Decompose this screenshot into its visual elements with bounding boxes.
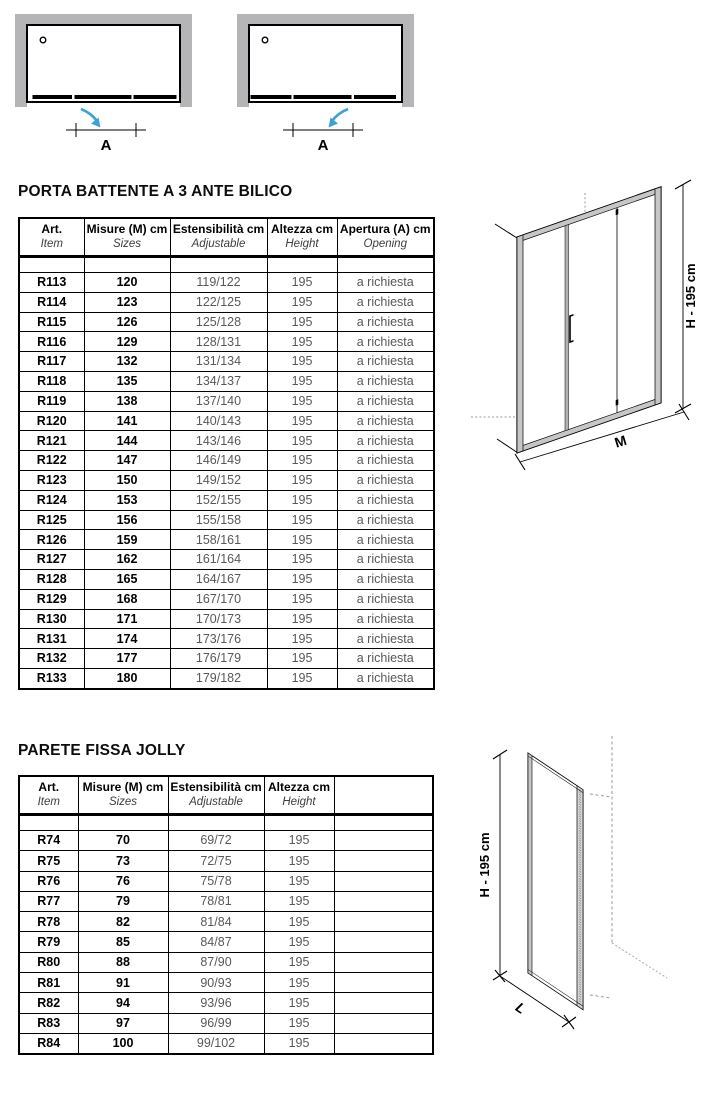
- table-cell: R118: [19, 371, 84, 391]
- table-cell: a richiesta: [337, 273, 434, 293]
- table-cell: 164/167: [170, 569, 267, 589]
- table-cell: R74: [19, 831, 78, 851]
- table-cell: 84/87: [168, 932, 264, 952]
- table-cell: a richiesta: [337, 451, 434, 471]
- table-row: [19, 352, 434, 372]
- table-row: [19, 470, 434, 490]
- table-row: [19, 871, 433, 891]
- panel-divider: [565, 225, 569, 431]
- table-cell: 70: [78, 831, 168, 851]
- table-cell: 195: [267, 589, 337, 609]
- table-cell: 82: [78, 912, 168, 932]
- door-track: [33, 95, 177, 99]
- table-cell: 195: [267, 431, 337, 451]
- table-cell: 195: [267, 352, 337, 372]
- table-row: [19, 530, 434, 550]
- table-cell: 76: [78, 871, 168, 891]
- table-cell: 195: [264, 851, 334, 871]
- dimension-line: [283, 123, 363, 137]
- table-cell: R115: [19, 312, 84, 332]
- table-header-row: [19, 776, 433, 815]
- table-cell: 195: [264, 932, 334, 952]
- table-cell: R125: [19, 510, 84, 530]
- table-cell: a richiesta: [337, 352, 434, 372]
- table-cell: 90/93: [168, 973, 264, 993]
- door-frame: [517, 187, 661, 453]
- col-header-art: Art. Item: [19, 776, 78, 815]
- width-dimension-label: L: [512, 998, 529, 1017]
- table-cell: 179/182: [170, 668, 267, 688]
- table-cell: [334, 891, 433, 911]
- table-cell: a richiesta: [337, 411, 434, 431]
- door-track: [251, 95, 397, 99]
- col-header-altezza: Altezza cm Height: [267, 218, 337, 257]
- table-cell: 141: [84, 411, 170, 431]
- table-cell: 195: [267, 629, 337, 649]
- table-cell: 125/128: [170, 312, 267, 332]
- table-cell: 177: [84, 649, 170, 669]
- dimension-line: [66, 123, 146, 137]
- table-row: [19, 932, 433, 952]
- table-cell: 174: [84, 629, 170, 649]
- table-row: [19, 371, 434, 391]
- col-header-estensibilita: Estensibilità cm Adjustable: [170, 218, 267, 257]
- col-header-estensibilita: Estensibilità cm Adjustable: [168, 776, 264, 815]
- table-cell: R116: [19, 332, 84, 352]
- table-cell: 72/75: [168, 851, 264, 871]
- table-row: [19, 831, 433, 851]
- table-cell: R126: [19, 530, 84, 550]
- col-header-misure: Misure (M) cm Sizes: [84, 218, 170, 257]
- table-cell: 195: [267, 391, 337, 411]
- table-row: [19, 1013, 433, 1033]
- table-cell: R76: [19, 871, 78, 891]
- table-cell: 87/90: [168, 952, 264, 972]
- table-cell: 195: [267, 312, 337, 332]
- table-row: [19, 569, 434, 589]
- opening-arrow-icon: [329, 109, 349, 128]
- fixed-panel: [528, 753, 583, 1010]
- table-cell: R121: [19, 431, 84, 451]
- wall-cue-lines: [495, 224, 518, 453]
- spacer-row: [19, 257, 434, 273]
- table-row: [19, 851, 433, 871]
- table-cell: [334, 871, 433, 891]
- table-cell: 195: [267, 273, 337, 293]
- table-header-row: [19, 218, 434, 257]
- table-cell: [334, 851, 433, 871]
- table-cell: 149/152: [170, 470, 267, 490]
- table-cell: 195: [267, 550, 337, 570]
- table-cell: 195: [267, 490, 337, 510]
- table-cell: 150: [84, 470, 170, 490]
- opening-dimension-label: A: [317, 137, 329, 154]
- table-cell: 97: [78, 1013, 168, 1033]
- table-cell: 195: [264, 891, 334, 911]
- table-cell: 195: [264, 973, 334, 993]
- table-row: [19, 490, 434, 510]
- table-row: [19, 649, 434, 669]
- table-cell: 146/149: [170, 451, 267, 471]
- table-cell: 79: [78, 891, 168, 911]
- table-cell: R119: [19, 391, 84, 411]
- opening-arrow-icon: [81, 109, 101, 128]
- table-row: [19, 891, 433, 911]
- table-cell: a richiesta: [337, 292, 434, 312]
- table-cell: 138: [84, 391, 170, 411]
- table-row: [19, 952, 433, 972]
- table-cell: a richiesta: [337, 332, 434, 352]
- table-cell: [334, 952, 433, 972]
- table-cell: 85: [78, 932, 168, 952]
- col-header-art: Art. Item: [19, 218, 84, 257]
- table-row: [19, 510, 434, 530]
- table-cell: R79: [19, 932, 78, 952]
- col-header-apertura: Apertura (A) cm Opening: [337, 218, 434, 257]
- table-cell: 195: [267, 609, 337, 629]
- table-cell: 96/99: [168, 1013, 264, 1033]
- table-cell: a richiesta: [337, 391, 434, 411]
- table-cell: 129: [84, 332, 170, 352]
- table-cell: R81: [19, 973, 78, 993]
- table-cell: R78: [19, 912, 78, 932]
- table-cell: R113: [19, 273, 84, 293]
- table-cell: 119/122: [170, 273, 267, 293]
- table-cell: a richiesta: [337, 668, 434, 688]
- table-cell: 195: [267, 411, 337, 431]
- table-cell: R122: [19, 451, 84, 471]
- table-cell: R123: [19, 470, 84, 490]
- table-row: [19, 312, 434, 332]
- table-cell: 195: [267, 510, 337, 530]
- table-cell: a richiesta: [337, 609, 434, 629]
- table-row: [19, 1033, 433, 1054]
- plan-diagram-right: [236, 6, 431, 156]
- table-cell: 69/72: [168, 831, 264, 851]
- table-cell: a richiesta: [337, 629, 434, 649]
- table-row: [19, 292, 434, 312]
- table-cell: [334, 932, 433, 952]
- enclosure-outline: [249, 25, 402, 102]
- table-cell: 81/84: [168, 912, 264, 932]
- table-cell: R130: [19, 609, 84, 629]
- table-cell: 135: [84, 371, 170, 391]
- height-dimension-label: H - 195 cm: [683, 263, 698, 329]
- table-cell: 93/96: [168, 993, 264, 1013]
- table-cell: 73: [78, 851, 168, 871]
- table-cell: R114: [19, 292, 84, 312]
- table-cell: 195: [264, 952, 334, 972]
- table-row: [19, 912, 433, 932]
- table-cell: [334, 1033, 433, 1054]
- table-cell: R75: [19, 851, 78, 871]
- table-cell: R80: [19, 952, 78, 972]
- table-cell: R131: [19, 629, 84, 649]
- table-cell: [334, 973, 433, 993]
- height-dimension-label: H - 195 cm: [477, 832, 492, 898]
- col-header-misure: Misure (M) cm Sizes: [78, 776, 168, 815]
- col-header-altezza: Altezza cm Height: [264, 776, 334, 815]
- table-cell: 78/81: [168, 891, 264, 911]
- table-cell: 195: [267, 371, 337, 391]
- table-cell: R129: [19, 589, 84, 609]
- table-cell: 173/176: [170, 629, 267, 649]
- table-cell: 161/164: [170, 550, 267, 570]
- pivot-knob-icon: [262, 37, 268, 43]
- table-cell: 126: [84, 312, 170, 332]
- table-cell: [334, 1013, 433, 1033]
- table-cell: 195: [267, 649, 337, 669]
- table-cell: 195: [264, 993, 334, 1013]
- table-cell: R117: [19, 352, 84, 372]
- table-cell: 195: [267, 530, 337, 550]
- table-cell: 176/179: [170, 649, 267, 669]
- table-cell: R120: [19, 411, 84, 431]
- table-cell: 180: [84, 668, 170, 688]
- table-cell: 195: [267, 470, 337, 490]
- table-cell: [334, 912, 433, 932]
- table-cell: 195: [264, 831, 334, 851]
- table-cell: a richiesta: [337, 431, 434, 451]
- table-cell: 168: [84, 589, 170, 609]
- table-cell: R77: [19, 891, 78, 911]
- table-row: [19, 451, 434, 471]
- door-3d-diagram: [470, 160, 715, 490]
- table-cell: 88: [78, 952, 168, 972]
- table-row: [19, 550, 434, 570]
- opening-dimension-label: A: [100, 137, 112, 154]
- table-cell: a richiesta: [337, 550, 434, 570]
- table-cell: 120: [84, 273, 170, 293]
- table-cell: 128/131: [170, 332, 267, 352]
- table-cell: 195: [264, 871, 334, 891]
- table-cell: a richiesta: [337, 470, 434, 490]
- table-cell: a richiesta: [337, 490, 434, 510]
- table-cell: R83: [19, 1013, 78, 1033]
- table-row: [19, 993, 433, 1013]
- parete-fissa-table: [18, 775, 434, 1055]
- table-cell: 91: [78, 973, 168, 993]
- table-cell: 159: [84, 530, 170, 550]
- table-cell: 131/134: [170, 352, 267, 372]
- table-cell: 147: [84, 451, 170, 471]
- table-cell: a richiesta: [337, 510, 434, 530]
- table-cell: 195: [267, 668, 337, 688]
- table-cell: 195: [267, 451, 337, 471]
- table-cell: 195: [267, 292, 337, 312]
- table-cell: [334, 993, 433, 1013]
- table-cell: 100: [78, 1033, 168, 1054]
- section2-title: PARETE FISSA JOLLY: [18, 742, 186, 759]
- table-cell: 165: [84, 569, 170, 589]
- panel-3d-diagram: [460, 730, 715, 1065]
- width-dimension-label: M: [612, 431, 629, 451]
- table-cell: R82: [19, 993, 78, 1013]
- table-cell: 158/161: [170, 530, 267, 550]
- table-cell: 156: [84, 510, 170, 530]
- table-cell: 122/125: [170, 292, 267, 312]
- table-cell: [334, 831, 433, 851]
- table-cell: a richiesta: [337, 530, 434, 550]
- table-cell: 170/173: [170, 609, 267, 629]
- table-row: [19, 668, 434, 688]
- table-cell: a richiesta: [337, 589, 434, 609]
- table-cell: a richiesta: [337, 371, 434, 391]
- enclosure-outline: [27, 25, 180, 102]
- table-cell: 123: [84, 292, 170, 312]
- table-cell: 195: [264, 912, 334, 932]
- table-cell: a richiesta: [337, 649, 434, 669]
- table-cell: 195: [264, 1013, 334, 1033]
- table-cell: 167/170: [170, 589, 267, 609]
- plan-diagram-left: [14, 6, 209, 156]
- table-cell: 144: [84, 431, 170, 451]
- table-row: [19, 589, 434, 609]
- table-cell: a richiesta: [337, 569, 434, 589]
- table-cell: 94: [78, 993, 168, 1013]
- table-cell: 152/155: [170, 490, 267, 510]
- pivot-knob-icon: [40, 37, 46, 43]
- table-cell: 137/140: [170, 391, 267, 411]
- table-row: [19, 273, 434, 293]
- porta-battente-table: [18, 217, 435, 690]
- table-cell: R132: [19, 649, 84, 669]
- section1-title: PORTA BATTENTE A 3 ANTE BILICO: [18, 183, 293, 200]
- table-cell: 143/146: [170, 431, 267, 451]
- table-cell: 75/78: [168, 871, 264, 891]
- table-cell: R127: [19, 550, 84, 570]
- table-cell: R133: [19, 668, 84, 688]
- table-row: [19, 973, 433, 993]
- table-cell: 153: [84, 490, 170, 510]
- table-row: [19, 431, 434, 451]
- table-cell: a richiesta: [337, 312, 434, 332]
- table-row: [19, 332, 434, 352]
- table-cell: 195: [267, 569, 337, 589]
- table-row: [19, 629, 434, 649]
- table-cell: 171: [84, 609, 170, 629]
- table-cell: 132: [84, 352, 170, 372]
- col-header-empty: [334, 776, 433, 815]
- table-cell: 195: [267, 332, 337, 352]
- table-row: [19, 609, 434, 629]
- table-cell: R124: [19, 490, 84, 510]
- table-cell: 99/102: [168, 1033, 264, 1054]
- table-cell: 195: [264, 1033, 334, 1054]
- table-cell: 140/143: [170, 411, 267, 431]
- table-row: [19, 411, 434, 431]
- table-cell: R128: [19, 569, 84, 589]
- spacer-row: [19, 815, 433, 831]
- height-dimension-line: [493, 750, 507, 982]
- table-cell: 162: [84, 550, 170, 570]
- table-cell: 134/137: [170, 371, 267, 391]
- table-cell: 155/158: [170, 510, 267, 530]
- table-cell: R84: [19, 1033, 78, 1054]
- table-row: [19, 391, 434, 411]
